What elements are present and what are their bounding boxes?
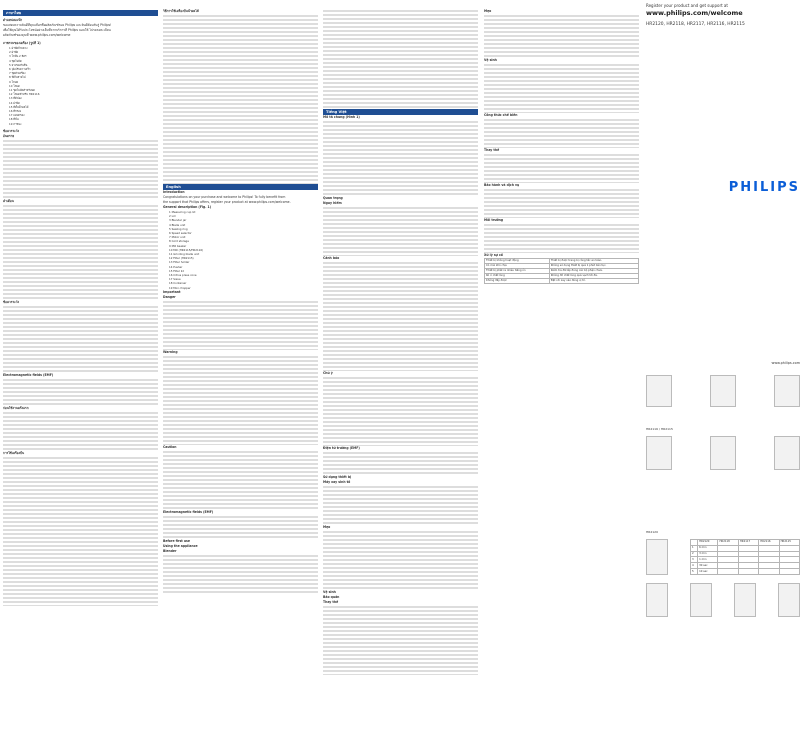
table-cell: 4	[691, 563, 698, 569]
list-item: 17 แผ่นกรอง	[9, 113, 25, 118]
list-item: 7 ชุดตัวเครื่อง	[9, 71, 26, 76]
text-block-lines	[323, 451, 478, 475]
table-cell: HR2115	[779, 540, 799, 546]
blender-image	[710, 375, 736, 407]
important-heading: Important	[163, 289, 181, 294]
list-item: 17 Sieve	[169, 277, 181, 282]
list-item: 3 Blender jar	[169, 218, 187, 223]
table-cell: HR2120	[698, 540, 718, 546]
text-block-lines	[484, 63, 639, 113]
table-cell	[718, 569, 738, 575]
list-item: 18 Container	[169, 281, 187, 286]
text-block-lines	[323, 376, 478, 446]
model-list: HR2120, HR2118, HR2117, HR2116, HR2115	[646, 22, 745, 27]
column-vietnamese	[323, 0, 478, 675]
table-cell: Đặt cối xay vào đúng vị trí.	[549, 279, 638, 284]
table-cell: HR2117	[738, 540, 758, 546]
part-image	[646, 436, 672, 470]
list-item: 5 ยางรองกันลื่น	[9, 62, 28, 67]
text-block-lines	[163, 355, 318, 445]
list-item: 19 ภาชนะ	[9, 121, 22, 126]
blender-heading: Máy xay sinh tố	[323, 480, 351, 484]
emf-heading: Điện từ trường (EMF)	[323, 446, 360, 450]
column-cover	[646, 0, 800, 617]
text-block-lines	[163, 515, 318, 539]
replacement-heading: Thay thế	[484, 148, 500, 152]
troubleshooting-heading: Xử lý sự cố	[484, 253, 503, 257]
list-item: 13 Filter holder	[169, 260, 190, 265]
replacement-heading: Thay thế	[323, 600, 339, 604]
list-item: 4 Blade unit	[169, 222, 186, 227]
list-item: 11 ชุดใบมีดสำหรับบด	[9, 88, 35, 93]
warning-heading: Warning	[163, 349, 178, 354]
tips-heading: Mẹo	[484, 9, 492, 13]
list-item: 9 โถบด	[9, 79, 19, 84]
table-cell: Thiết bị phát ra nhiều tiếng ồn	[485, 269, 550, 274]
environment-heading: Môi trường	[484, 218, 504, 222]
text-block-lines	[323, 261, 478, 371]
list-item: 5 Sealing ring	[169, 226, 188, 231]
column-english	[163, 0, 318, 594]
list-item: 10 โถบด	[9, 83, 20, 88]
part-image	[646, 539, 668, 575]
first-use-heading: ก่อนใช้งานครั้งแรก	[3, 405, 29, 410]
figure-row-3	[646, 539, 800, 575]
list-item: 7 Motor unit	[169, 235, 186, 240]
figure-row-4	[646, 583, 800, 617]
column-heading: วิธีการใช้เครื่องปั่นน้ำผลไม้	[163, 9, 199, 13]
figure-row-1	[646, 375, 800, 407]
text-block-lines	[484, 153, 639, 183]
site-text: www.philips.com	[771, 361, 800, 365]
blender-heading: Blender	[163, 548, 177, 553]
table-cell: Thiết bị được trang bị công tắc an toàn.	[549, 259, 638, 264]
table-cell	[738, 569, 758, 575]
general-heading: Mô tả chung (Hình 1)	[323, 115, 360, 119]
text-block-lines	[163, 300, 318, 350]
general-heading: General description (Fig. 1)	[163, 205, 212, 209]
list-item: 6 ปุ่มปรับความเร็ว	[9, 67, 31, 72]
list-item: 2 Lid	[169, 214, 176, 219]
part-image	[710, 436, 736, 470]
language-band-vietnamese: Tiếng Việt	[323, 109, 478, 115]
list-item: 8 ที่เก็บสายไฟ	[9, 75, 26, 80]
brand-logo: PHILIPS	[728, 180, 800, 195]
list-item: 2 ฝาปิด	[9, 50, 19, 55]
table-cell: 3	[691, 557, 698, 563]
part-image	[646, 583, 668, 617]
list-item: 18 ที่ปั่น	[9, 117, 19, 122]
list-item: 8 Cord storage	[169, 239, 189, 244]
danger-heading: Nguy hiểm	[323, 201, 342, 205]
table-cell: 5	[691, 569, 698, 575]
storage-heading: Bảo quản	[323, 595, 340, 599]
table-cell	[759, 569, 779, 575]
emf-heading: Electromagnetic fields (EMF)	[163, 509, 214, 514]
guarantee-heading: Bảo hành và dịch vụ	[484, 183, 520, 187]
using-heading: Sử dụng thiết bị	[323, 475, 352, 479]
register-url[interactable]: www.philips.com/welcome	[646, 9, 743, 17]
table-cell: 1	[691, 545, 698, 551]
text-block-lines	[484, 223, 639, 253]
intro-heading: Introduction	[163, 190, 185, 194]
list-item: 6 Speed selector	[169, 231, 192, 236]
table-cell: 10 sec	[698, 569, 718, 575]
table-cell: 6 min	[698, 545, 718, 551]
table-cell: HR2118	[718, 540, 738, 546]
list-item: 16 ที่กรอง	[9, 109, 22, 114]
table-cell: HR2116	[759, 540, 779, 546]
column-thai	[3, 0, 158, 606]
list-item: 13 ที่ตีฟอง	[9, 96, 22, 101]
part-image	[690, 583, 712, 617]
text-block-lines	[323, 9, 478, 109]
text-block-lines	[3, 411, 158, 451]
table-cell: 2	[691, 551, 698, 557]
language-band-thai: ภาษาไทย	[3, 10, 158, 16]
using-heading: การใช้เครื่องปั่น	[3, 450, 25, 455]
column-vietnamese-2	[484, 0, 639, 284]
list-item: 16 Citrus press cone	[169, 273, 197, 278]
list-item: 15 Filter lid	[169, 268, 184, 273]
blender-image	[774, 375, 800, 407]
first-use-heading: Before first use	[163, 538, 190, 543]
danger-heading: อันตราย	[3, 133, 15, 138]
table-cell: Không đẩy được	[485, 279, 550, 284]
warning-heading: Cảnh báo	[323, 256, 340, 260]
text-block-lines	[323, 485, 478, 525]
list-item: 15 ที่คั้นน้ำผลไม้	[9, 104, 29, 109]
table-cell	[779, 569, 799, 575]
list-item: 14 ฝาปิด	[9, 100, 20, 105]
text-block-lines	[163, 14, 318, 184]
text-block-lines	[3, 305, 158, 373]
troubleshooting-table	[484, 258, 639, 284]
parts-list	[3, 46, 158, 126]
speed-table	[690, 539, 800, 575]
intro-line: ผลิตภัณฑ์ของคุณที่ www.philips.com/welcome	[3, 33, 71, 37]
cleaning-heading: Vệ sinh	[323, 590, 336, 594]
parts-heading: ภาพรวมของเครื่อง (รูปที่ 1)	[3, 41, 41, 45]
list-item: 12 Filter (HR2115)	[169, 256, 194, 261]
section-title: ตำแหน่งแม่น้ำ	[3, 18, 23, 22]
emf-heading: Electromagnetic fields (EMF)	[3, 372, 54, 377]
tips-heading: Mẹo	[323, 525, 331, 529]
important-heading: ข้อควรระวัง	[3, 128, 20, 133]
intro-line: เพื่อให้คุณได้รับประโยชน์อย่างเต็มที่จากบริการที่ Philips มอบให้ โปรดลงทะเบียน	[3, 28, 111, 32]
table-cell: Không sử dụng thiết bị quá 1 phút liên tục.	[549, 264, 638, 269]
cleaning-heading: Vệ sinh	[484, 58, 497, 62]
important-heading: Quan trọng	[323, 196, 343, 200]
list-item: 1 ฝาปิดถ้วยตวง	[9, 46, 28, 50]
table-cell: Thiết bị không hoạt động	[485, 259, 550, 264]
text-block-lines	[163, 554, 318, 594]
intro-line: Congratulations on your purchase and welcome to Philips! To fully benefit from	[163, 195, 286, 199]
recipe-heading: Công thức chế biến	[484, 113, 518, 117]
intro-line: ขอแสดงความยินดีที่คุณเลือกซื้อผลิตภัณฑ์ของ Philips และยินดีต้อนรับสู่ Philips!	[3, 23, 112, 27]
using-heading: Using the appliance	[163, 543, 198, 548]
text-block-lines	[484, 188, 639, 218]
text-block-lines	[3, 204, 158, 300]
part-image	[778, 583, 800, 617]
text-block-lines	[484, 14, 639, 58]
list-item: 11 Grinding blade unit	[169, 252, 200, 257]
list-item: 4 ชุดใบมีด	[9, 58, 22, 63]
text-block-lines	[3, 378, 158, 406]
table-cell: Có mùi khó chịu	[485, 264, 550, 269]
text-block-lines	[163, 450, 318, 510]
table-row	[691, 569, 800, 575]
list-item: 19 Mini chopper	[169, 285, 191, 290]
blender-image	[646, 375, 672, 407]
caution-heading: Chú ý	[323, 371, 333, 375]
text-block-lines	[323, 530, 478, 590]
list-item: 9 Mill beaker	[169, 243, 187, 248]
table-cell: Kiểm tra đã lắp đúng các bộ phận chưa.	[549, 269, 638, 274]
caution-heading: ข้อควรระวัง	[3, 299, 20, 304]
text-block-lines	[3, 139, 158, 199]
figure-row-2	[646, 436, 800, 470]
text-block-lines	[484, 118, 639, 148]
list-item: 10 Mill (HR2115/HR2116)	[169, 247, 204, 252]
table-cell: 30 sec	[698, 563, 718, 569]
text-block-lines	[323, 605, 478, 675]
parts-list	[163, 210, 318, 290]
table-row	[485, 279, 639, 284]
text-block-lines	[323, 120, 478, 196]
text-block-lines	[3, 456, 158, 606]
list-item: 12 โถบดสำหรับ HR2116	[9, 92, 40, 97]
table-cell: Không đổ chất lỏng quá vạch tối đa.	[549, 274, 638, 279]
list-item: 14 Pusher	[169, 264, 183, 269]
register-line: Register your product and get support at	[646, 3, 728, 8]
figure-caption: HR2120	[646, 530, 658, 534]
table-cell: 3 min	[698, 551, 718, 557]
table-cell: Rò rỉ chất lỏng	[485, 274, 550, 279]
danger-heading: Danger	[163, 294, 176, 299]
part-image	[734, 583, 756, 617]
caution-heading: Caution	[163, 444, 177, 449]
table-cell: 1 min	[698, 557, 718, 563]
language-band-english: English	[163, 184, 318, 190]
part-image	[774, 436, 800, 470]
text-block-lines	[323, 206, 478, 256]
list-item: 3 โถปั่น 2 ลิตร	[9, 54, 27, 59]
figure-caption: HR2116 / HR2115	[646, 427, 673, 431]
warning-heading: คำเตือน	[3, 198, 14, 203]
intro-line: the support that Philips offers, register your product at www.philips.com/welcome.	[163, 200, 291, 204]
list-item: 1 Measuring cup lid	[169, 210, 196, 214]
